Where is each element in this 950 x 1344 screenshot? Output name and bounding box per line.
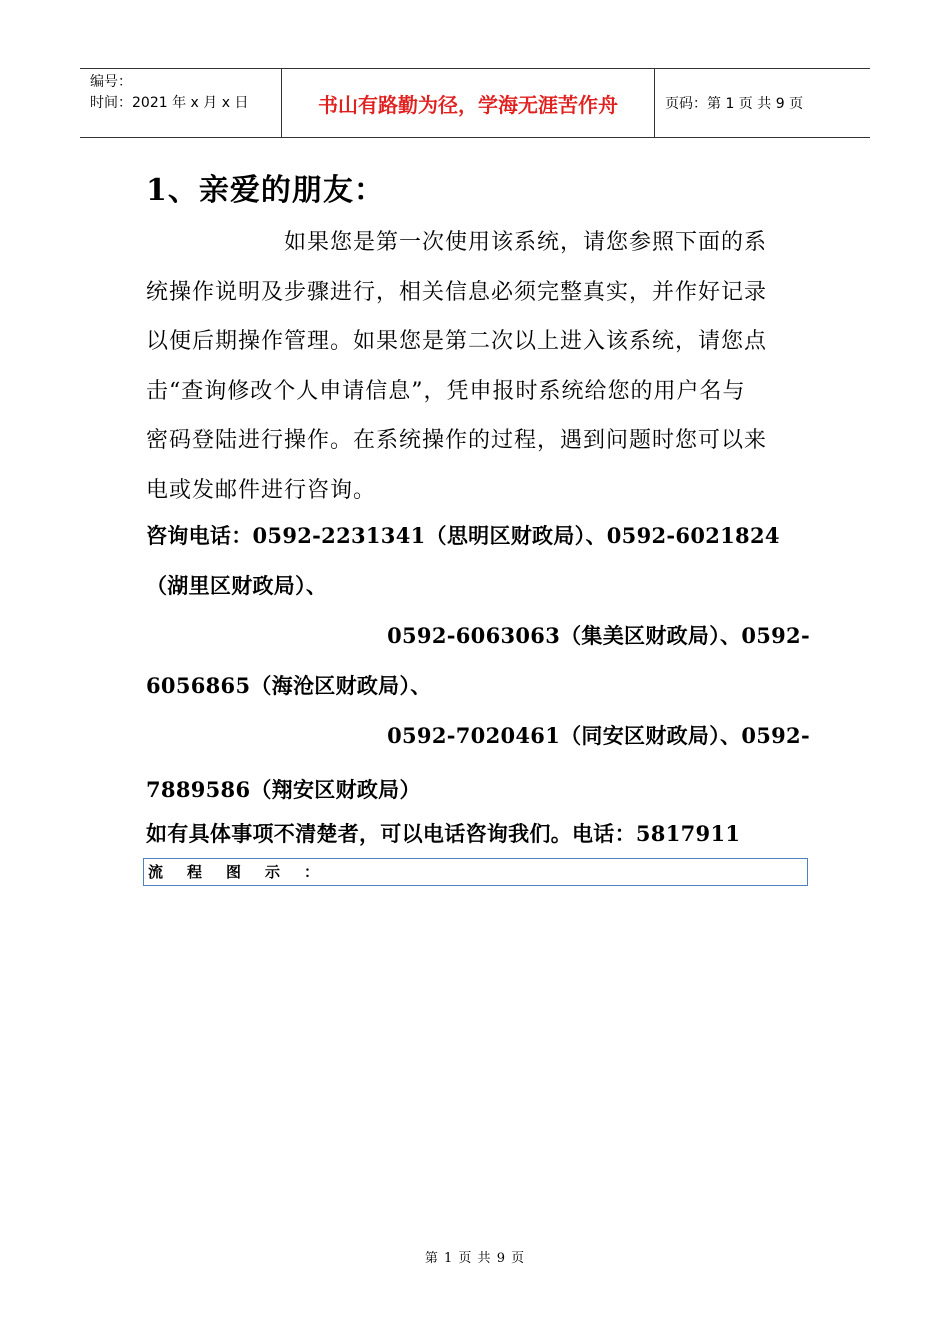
page-footer: 第 1 页 共 9 页: [424, 1251, 526, 1266]
date-label: 时间：2021 年 x 月 x 日: [90, 95, 249, 111]
paragraph-line: 如果您是第一次使用该系统，请您参照下面的系: [284, 230, 768, 255]
contact-line: 0592-6063063（集美区财政局）、0592-: [387, 623, 810, 648]
contact-line: 6056865（海沧区财政局）、: [146, 673, 432, 698]
header-motto: 书山有路勤为径，学海无涯苦作舟: [282, 69, 655, 137]
document-title: 1、亲爱的朋友：: [146, 173, 385, 208]
contact-line: 咨询电话：0592-2231341（思明区财政局）、0592-6021824: [146, 523, 780, 548]
header-meta: [80, 69, 282, 137]
contact-line: 0592-7020461（同安区财政局）、0592-: [387, 723, 810, 748]
flow-chart-label: 流程图示：: [143, 858, 808, 886]
paragraph-line: 密码登陆进行操作。在系统操作的过程，遇到问题时您可以来: [146, 428, 768, 453]
paragraph-line: 统操作说明及步骤进行，相关信息必须完整真实，并作好记录: [146, 279, 768, 305]
number-label: 编号：: [90, 74, 132, 90]
intro-paragraph: [146, 218, 810, 515]
contact-hotline: 如有具体事项不清楚者，可以电话咨询我们。电话：5817911: [146, 821, 741, 846]
contact-line: 7889586（翔安区财政局）: [146, 777, 421, 802]
paragraph-line: 击“查询修改个人申请信息”，凭申报时系统给您的用户名与: [146, 378, 746, 404]
page-header: [80, 68, 870, 138]
contact-line: （湖里区财政局）、: [146, 573, 328, 598]
paragraph-line: 以便后期操作管理。如果您是第二次以上进入该系统，请您点: [146, 329, 768, 354]
header-page-label: 页码：第 1 页 共 9 页: [665, 96, 804, 112]
paragraph-line: 电或发邮件进行咨询。: [146, 477, 377, 503]
